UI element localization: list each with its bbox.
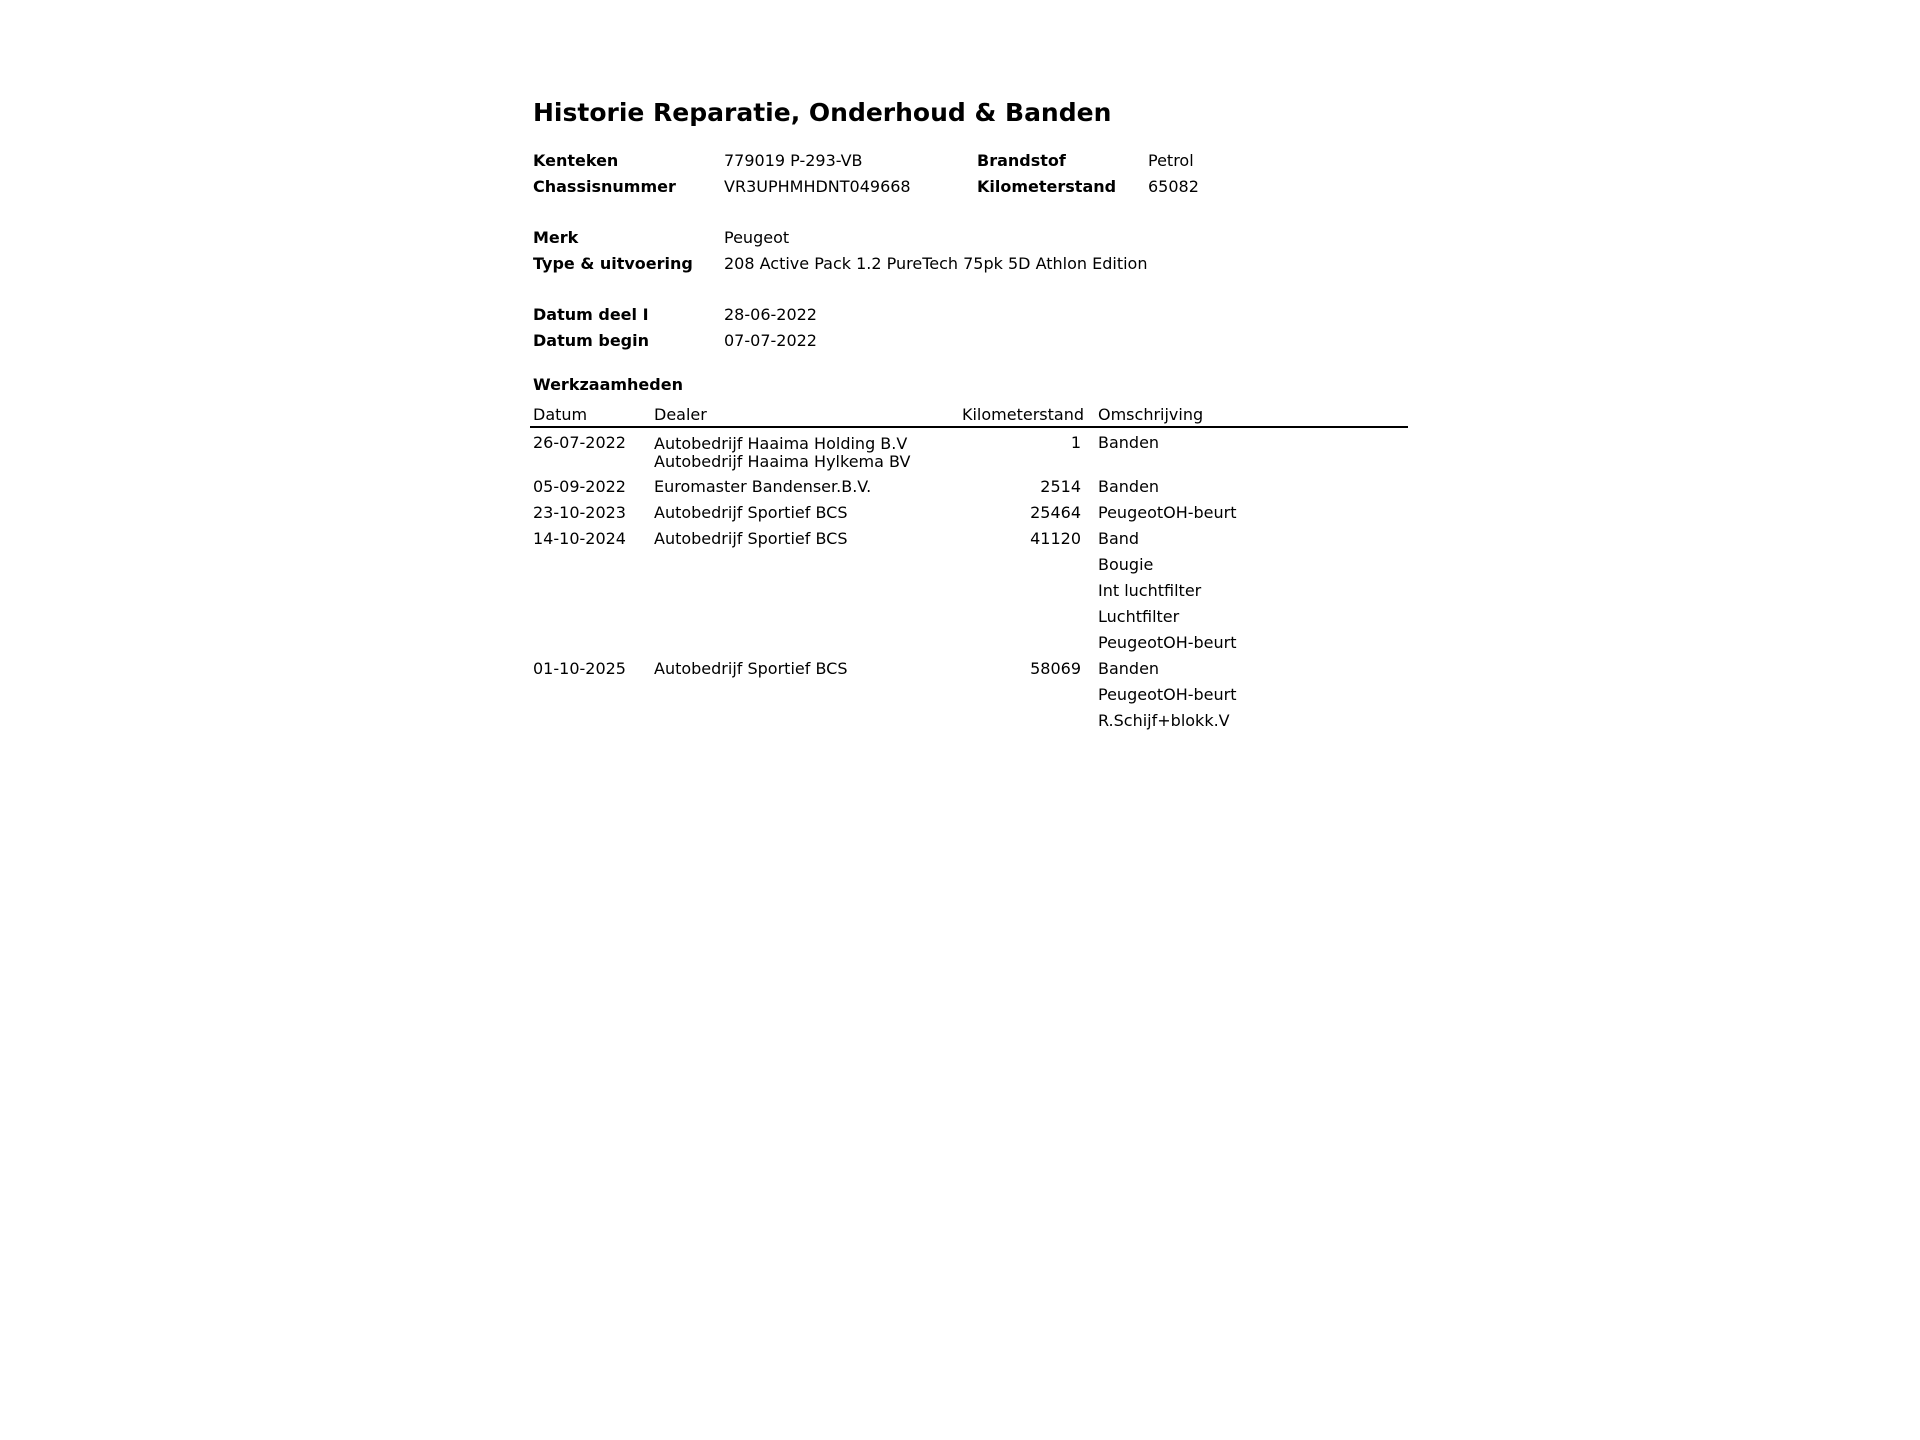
- cell-datum: 14-10-2024: [533, 529, 626, 548]
- document-title: Historie Reparatie, Onderhoud & Banden: [533, 98, 1112, 127]
- table-row: [533, 474, 1408, 500]
- merk-label: Merk: [533, 228, 579, 247]
- header-datum: Datum: [533, 405, 588, 424]
- type-value: 208 Active Pack 1.2 PureTech 75pk 5D Athlon Edition: [724, 254, 1148, 273]
- table-row: [533, 430, 1408, 474]
- cell-dealer: Euromaster Bandenser.B.V.: [654, 477, 872, 496]
- cell-datum: 05-09-2022: [533, 477, 626, 496]
- chassis-value: VR3UPHMHDNT049668: [724, 177, 911, 196]
- cell-omschrijving: [1098, 526, 1237, 656]
- omschrijving-line: PeugeotOH-beurt: [1098, 503, 1237, 522]
- kenteken-label: Kenteken: [533, 151, 619, 170]
- info-row-merk: [533, 225, 1408, 251]
- info-row-datum-deel: [533, 302, 1408, 328]
- header-omschrijving: Omschrijving: [1098, 405, 1204, 424]
- info-row-type: [533, 251, 1408, 277]
- table-row: [533, 500, 1408, 526]
- dealer-line: Autobedrijf Haaima Hylkema BV: [654, 452, 911, 471]
- omschrijving-line: PeugeotOH-beurt: [1098, 685, 1237, 704]
- cell-dealer: [654, 434, 910, 470]
- werkzaamheden-title: Werkzaamheden: [533, 375, 683, 394]
- cell-dealer: Autobedrijf Sportief BCS: [654, 659, 848, 678]
- cell-dealer: Autobedrijf Sportief BCS: [654, 503, 848, 522]
- datum-deel-value: 28-06-2022: [724, 305, 817, 324]
- cell-dealer: Autobedrijf Sportief BCS: [654, 529, 848, 548]
- cell-datum: 26-07-2022: [533, 433, 626, 452]
- table-row: [533, 526, 1408, 656]
- datum-begin-value: 07-07-2022: [724, 331, 817, 350]
- omschrijving-line: PeugeotOH-beurt: [1098, 633, 1237, 652]
- table-body: [533, 428, 1408, 734]
- omschrijving-line: R.Schijf+blokk.V: [1098, 711, 1230, 730]
- cell-omschrijving: [1098, 656, 1237, 734]
- header-kilometerstand: Kilometerstand: [961, 405, 1084, 424]
- cell-kilometerstand: 41120: [1030, 529, 1081, 548]
- cell-kilometerstand: 1: [1070, 433, 1081, 452]
- info-row-datum-begin: [533, 328, 1408, 354]
- cell-omschrijving: [1098, 474, 1159, 500]
- info-row-kenteken: [533, 148, 1408, 174]
- header-dealer: Dealer: [654, 405, 707, 424]
- type-label: Type & uitvoering: [533, 254, 693, 273]
- omschrijving-line: Banden: [1098, 477, 1160, 496]
- brandstof-label: Brandstof: [977, 151, 1066, 170]
- info-row-chassis: [533, 174, 1408, 200]
- kilometerstand-label: Kilometerstand: [977, 177, 1117, 196]
- cell-datum: 01-10-2025: [533, 659, 626, 678]
- kenteken-value: 779019 P-293-VB: [724, 151, 863, 170]
- table-row: [533, 656, 1408, 734]
- dealer-line: Autobedrijf Haaima Holding B.V: [654, 434, 908, 453]
- cell-datum: 23-10-2023: [533, 503, 626, 522]
- datum-begin-label: Datum begin: [533, 331, 649, 350]
- document-page: [533, 92, 1408, 734]
- cell-omschrijving: [1098, 500, 1237, 526]
- vehicle-info: [533, 148, 1408, 354]
- chassis-label: Chassisnummer: [533, 177, 676, 196]
- cell-kilometerstand: 58069: [1030, 659, 1081, 678]
- table-header: [530, 402, 1408, 428]
- kilometerstand-value: 65082: [1148, 177, 1199, 196]
- omschrijving-line: Banden: [1098, 433, 1160, 452]
- omschrijving-line: Int luchtfilter: [1098, 581, 1202, 600]
- datum-deel-label: Datum deel I: [533, 305, 649, 324]
- cell-kilometerstand: 25464: [1030, 503, 1081, 522]
- omschrijving-line: Luchtfilter: [1098, 607, 1180, 626]
- werkzaamheden-table: [533, 402, 1408, 734]
- cell-omschrijving: [1098, 430, 1159, 456]
- brandstof-value: Petrol: [1148, 151, 1194, 170]
- omschrijving-line: Banden: [1098, 659, 1160, 678]
- omschrijving-line: Bougie: [1098, 555, 1154, 574]
- omschrijving-line: Band: [1098, 529, 1140, 548]
- cell-kilometerstand: 2514: [1040, 477, 1081, 496]
- merk-value: Peugeot: [724, 228, 790, 247]
